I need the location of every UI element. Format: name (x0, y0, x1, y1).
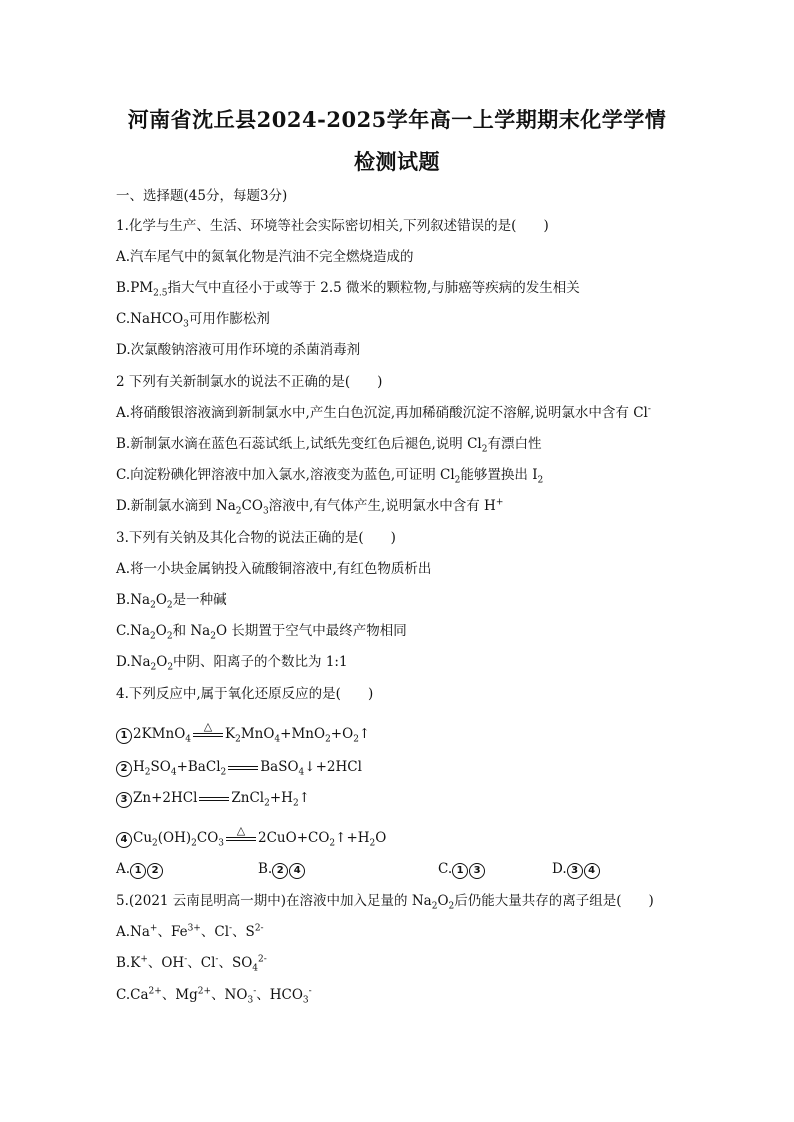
section-header: 一、选择题(45分，每题3分) (116, 188, 288, 204)
q4-reaction-2 (116, 758, 362, 777)
q3-option-c (116, 622, 407, 640)
subscript: 2 (235, 734, 241, 745)
q4-reaction-4 (116, 823, 387, 849)
subscript: 3 (183, 319, 189, 330)
q2-option-b (116, 435, 541, 453)
q3-option-a: A.将一小块金属钠投入硫酸铜溶液中,有红色物质析出 (116, 561, 432, 577)
superscript: 2- (258, 954, 267, 965)
q4-option-a (116, 860, 164, 879)
subscript: 2 (210, 631, 216, 642)
q1-option-b (116, 279, 580, 297)
text: 、Cl (187, 955, 216, 971)
text: A.将硝酸银溶液滴到新制氯水中,产生白色沉淀,再加稀硝酸沉淀不溶解,说明氯水中含有 Cl (116, 405, 648, 421)
text: C.向淀粉碘化钾溶液中加入氯水,溶液变为蓝色,可证明 Cl (116, 467, 455, 483)
text: 2CuO+CO (258, 830, 330, 846)
heat-equals-sign (191, 719, 225, 737)
q4-reaction-1 (116, 719, 371, 745)
heat-symbol: △ (236, 823, 246, 837)
q1-option-d: D.次氯酸钠溶液可用作环境的杀菌消毒剂 (116, 342, 361, 358)
text: 、Cl (200, 924, 230, 940)
q1-option-a: A.汽车尾气中的氮氧化物是汽油不完全燃烧造成的 (116, 249, 414, 265)
document-title-line2: 检测试题 (354, 149, 440, 174)
circled-number: 3 (469, 863, 485, 879)
text: +H (269, 790, 293, 806)
text: D.新制氯水滴到 Na (116, 498, 236, 514)
circled-number: 3 (567, 863, 583, 879)
superscript: 2+ (197, 986, 212, 997)
text: B.PM (116, 280, 154, 296)
text: C.NaHCO (116, 311, 184, 327)
text: MnO (240, 726, 275, 742)
text: 中阴、阳离子的个数比为 1:1 (173, 654, 348, 670)
text: D. (552, 861, 567, 877)
subscript: 3 (247, 995, 254, 1006)
text: O (437, 893, 449, 909)
text: 指大气中直径小于或等于 2.5 微米的颗粒物,与肺癌等疾病的发生相关 (167, 280, 580, 296)
superscript: + (140, 954, 148, 965)
text: C. (438, 861, 453, 877)
text: 能够置换出 I (460, 467, 538, 483)
text: 是一种碱 (172, 592, 227, 608)
subscript: 2 (353, 734, 359, 745)
superscript: - (215, 954, 219, 965)
text: C.Na (116, 623, 151, 639)
text: CO (241, 498, 263, 514)
q1-option-c (116, 310, 270, 328)
text: +MnO (280, 726, 326, 742)
subscript: 2 (144, 767, 151, 778)
text: H (133, 759, 145, 775)
text: ↑+H (335, 830, 370, 846)
subscript: 2 (329, 838, 336, 849)
subscript: 2 (150, 662, 157, 673)
subscript: 2 (448, 901, 455, 912)
text: ↑ (298, 790, 311, 806)
subscript: 4 (298, 767, 305, 778)
text: 2KMnO (133, 726, 186, 742)
text: Cu (133, 830, 153, 846)
subscript: 2 (150, 600, 156, 611)
subscript: 2.5 (153, 288, 168, 299)
subscript: 2 (150, 631, 156, 642)
text: SO (150, 759, 171, 775)
subscript: 2 (369, 838, 376, 849)
text: O 长期置于空气中最终产物相同 (215, 623, 407, 639)
subscript: 3 (302, 995, 309, 1006)
text: Zn+2HCl (133, 790, 198, 806)
superscript: - (253, 986, 257, 997)
circled-number: 2 (116, 761, 132, 777)
text: O (375, 830, 387, 846)
q2-stem: 2 下列有关新制氯水的说法不正确的是( ) (116, 374, 383, 390)
text: (OH) (157, 830, 192, 846)
superscript: - (308, 986, 312, 997)
subscript: 4 (274, 734, 281, 745)
q4-reaction-3 (116, 789, 310, 808)
text: 、NO (211, 987, 248, 1003)
subscript: 3 (218, 838, 225, 849)
text: B.新制氯水滴在蓝色石蕊试纸上,试纸先变红色后褪色,说明 Cl (116, 436, 482, 452)
q3-option-b (116, 591, 227, 609)
subscript: 2 (325, 734, 331, 745)
q3-stem: 3.下列有关钠及其化合物的说法正确的是( ) (116, 530, 396, 546)
subscript: 2 (454, 475, 461, 486)
circled-number: 2 (147, 863, 163, 879)
text: 、OH (147, 955, 185, 971)
subscript: 2 (166, 631, 173, 642)
text: 、S (232, 924, 255, 940)
text: 后仍能大量共存的离子组是( ) (454, 893, 654, 909)
subscript: 2 (167, 662, 174, 673)
equals-sign (197, 797, 231, 801)
text: ↓+2HCl (304, 759, 362, 775)
equals-sign (226, 766, 260, 770)
subscript: 2 (166, 600, 173, 611)
subscript: 3 (262, 506, 269, 517)
q5-option-c (116, 986, 312, 1004)
text: ZnCl (231, 790, 265, 806)
circled-number: 1 (116, 728, 132, 744)
circled-number: 2 (272, 863, 288, 879)
text: C.Ca (116, 987, 149, 1003)
subscript: 2 (235, 506, 242, 517)
text: ↑ (358, 726, 371, 742)
text: A. (116, 861, 131, 877)
subscript: 2 (191, 838, 197, 849)
heat-symbol: △ (203, 719, 213, 733)
circled-number: 1 (452, 863, 468, 879)
subscript: 4 (252, 963, 259, 974)
text: O (155, 623, 167, 639)
circled-number: 3 (116, 792, 132, 808)
q5-stem (116, 892, 654, 910)
subscript: 2 (220, 767, 227, 778)
text: D.Na (116, 654, 151, 670)
heat-equals-sign (224, 823, 258, 841)
text: +BaCl (176, 759, 221, 775)
text: B.K (116, 955, 141, 971)
text: 、SO (218, 955, 253, 971)
text: +O (330, 726, 354, 742)
superscript: - (184, 954, 188, 965)
text: O (155, 592, 167, 608)
subscript: 4 (170, 767, 177, 778)
superscript: - (229, 923, 233, 934)
subscript: 2 (264, 798, 270, 809)
text: K (225, 726, 236, 742)
text: 、Mg (161, 987, 198, 1003)
q4-option-b (258, 860, 306, 879)
text: 、Fe (157, 924, 188, 940)
q4-option-c (438, 860, 486, 879)
circled-number: 4 (584, 863, 600, 879)
superscript: 2- (254, 923, 264, 934)
q5-option-b (116, 954, 267, 972)
superscript: 3+ (187, 923, 201, 934)
text: 和 Na (172, 623, 211, 639)
q5-option-a (116, 923, 264, 941)
text: 溶液中,有气体产生,说明氯水中含有 H (268, 498, 496, 514)
text: A.Na (116, 924, 150, 940)
q4-option-d (552, 860, 601, 879)
text: 有漂白性 (487, 436, 542, 452)
superscript: + (495, 497, 504, 508)
q2-option-d (116, 497, 503, 515)
q4-stem: 4.下列反应中,属于氧化还原反应的是( ) (116, 686, 374, 702)
text: B. (258, 861, 273, 877)
document-title-line1: 河南省沈丘县2024-2025学年高一上学期期末化学学情 (127, 107, 667, 132)
circled-number: 4 (289, 863, 305, 879)
subscript: 2 (481, 444, 488, 455)
text: O (156, 654, 168, 670)
text: BaSO (260, 759, 299, 775)
superscript: - (647, 404, 651, 415)
subscript: 2 (537, 475, 544, 486)
q1-stem: 1.化学与生产、生活、环境等社会实际密切相关,下列叙述错误的是( ) (116, 218, 549, 234)
subscript: 4 (185, 734, 191, 745)
subscript: 2 (152, 838, 158, 849)
text: 可用作膨松剂 (188, 311, 270, 327)
q3-option-d (116, 653, 348, 671)
text: B.Na (116, 592, 151, 608)
q2-option-a (116, 404, 651, 422)
q2-option-c (116, 466, 543, 484)
text: 、HCO (256, 987, 303, 1003)
circled-number: 1 (130, 863, 146, 879)
text: 5.(2021 云南昆明高一期中)在溶液中加入足量的 Na (116, 893, 432, 909)
subscript: 2 (292, 798, 299, 809)
text: CO (196, 830, 219, 846)
circled-number: 4 (116, 832, 132, 848)
subscript: 2 (431, 901, 438, 912)
superscript: + (149, 923, 158, 934)
superscript: 2+ (148, 986, 162, 997)
